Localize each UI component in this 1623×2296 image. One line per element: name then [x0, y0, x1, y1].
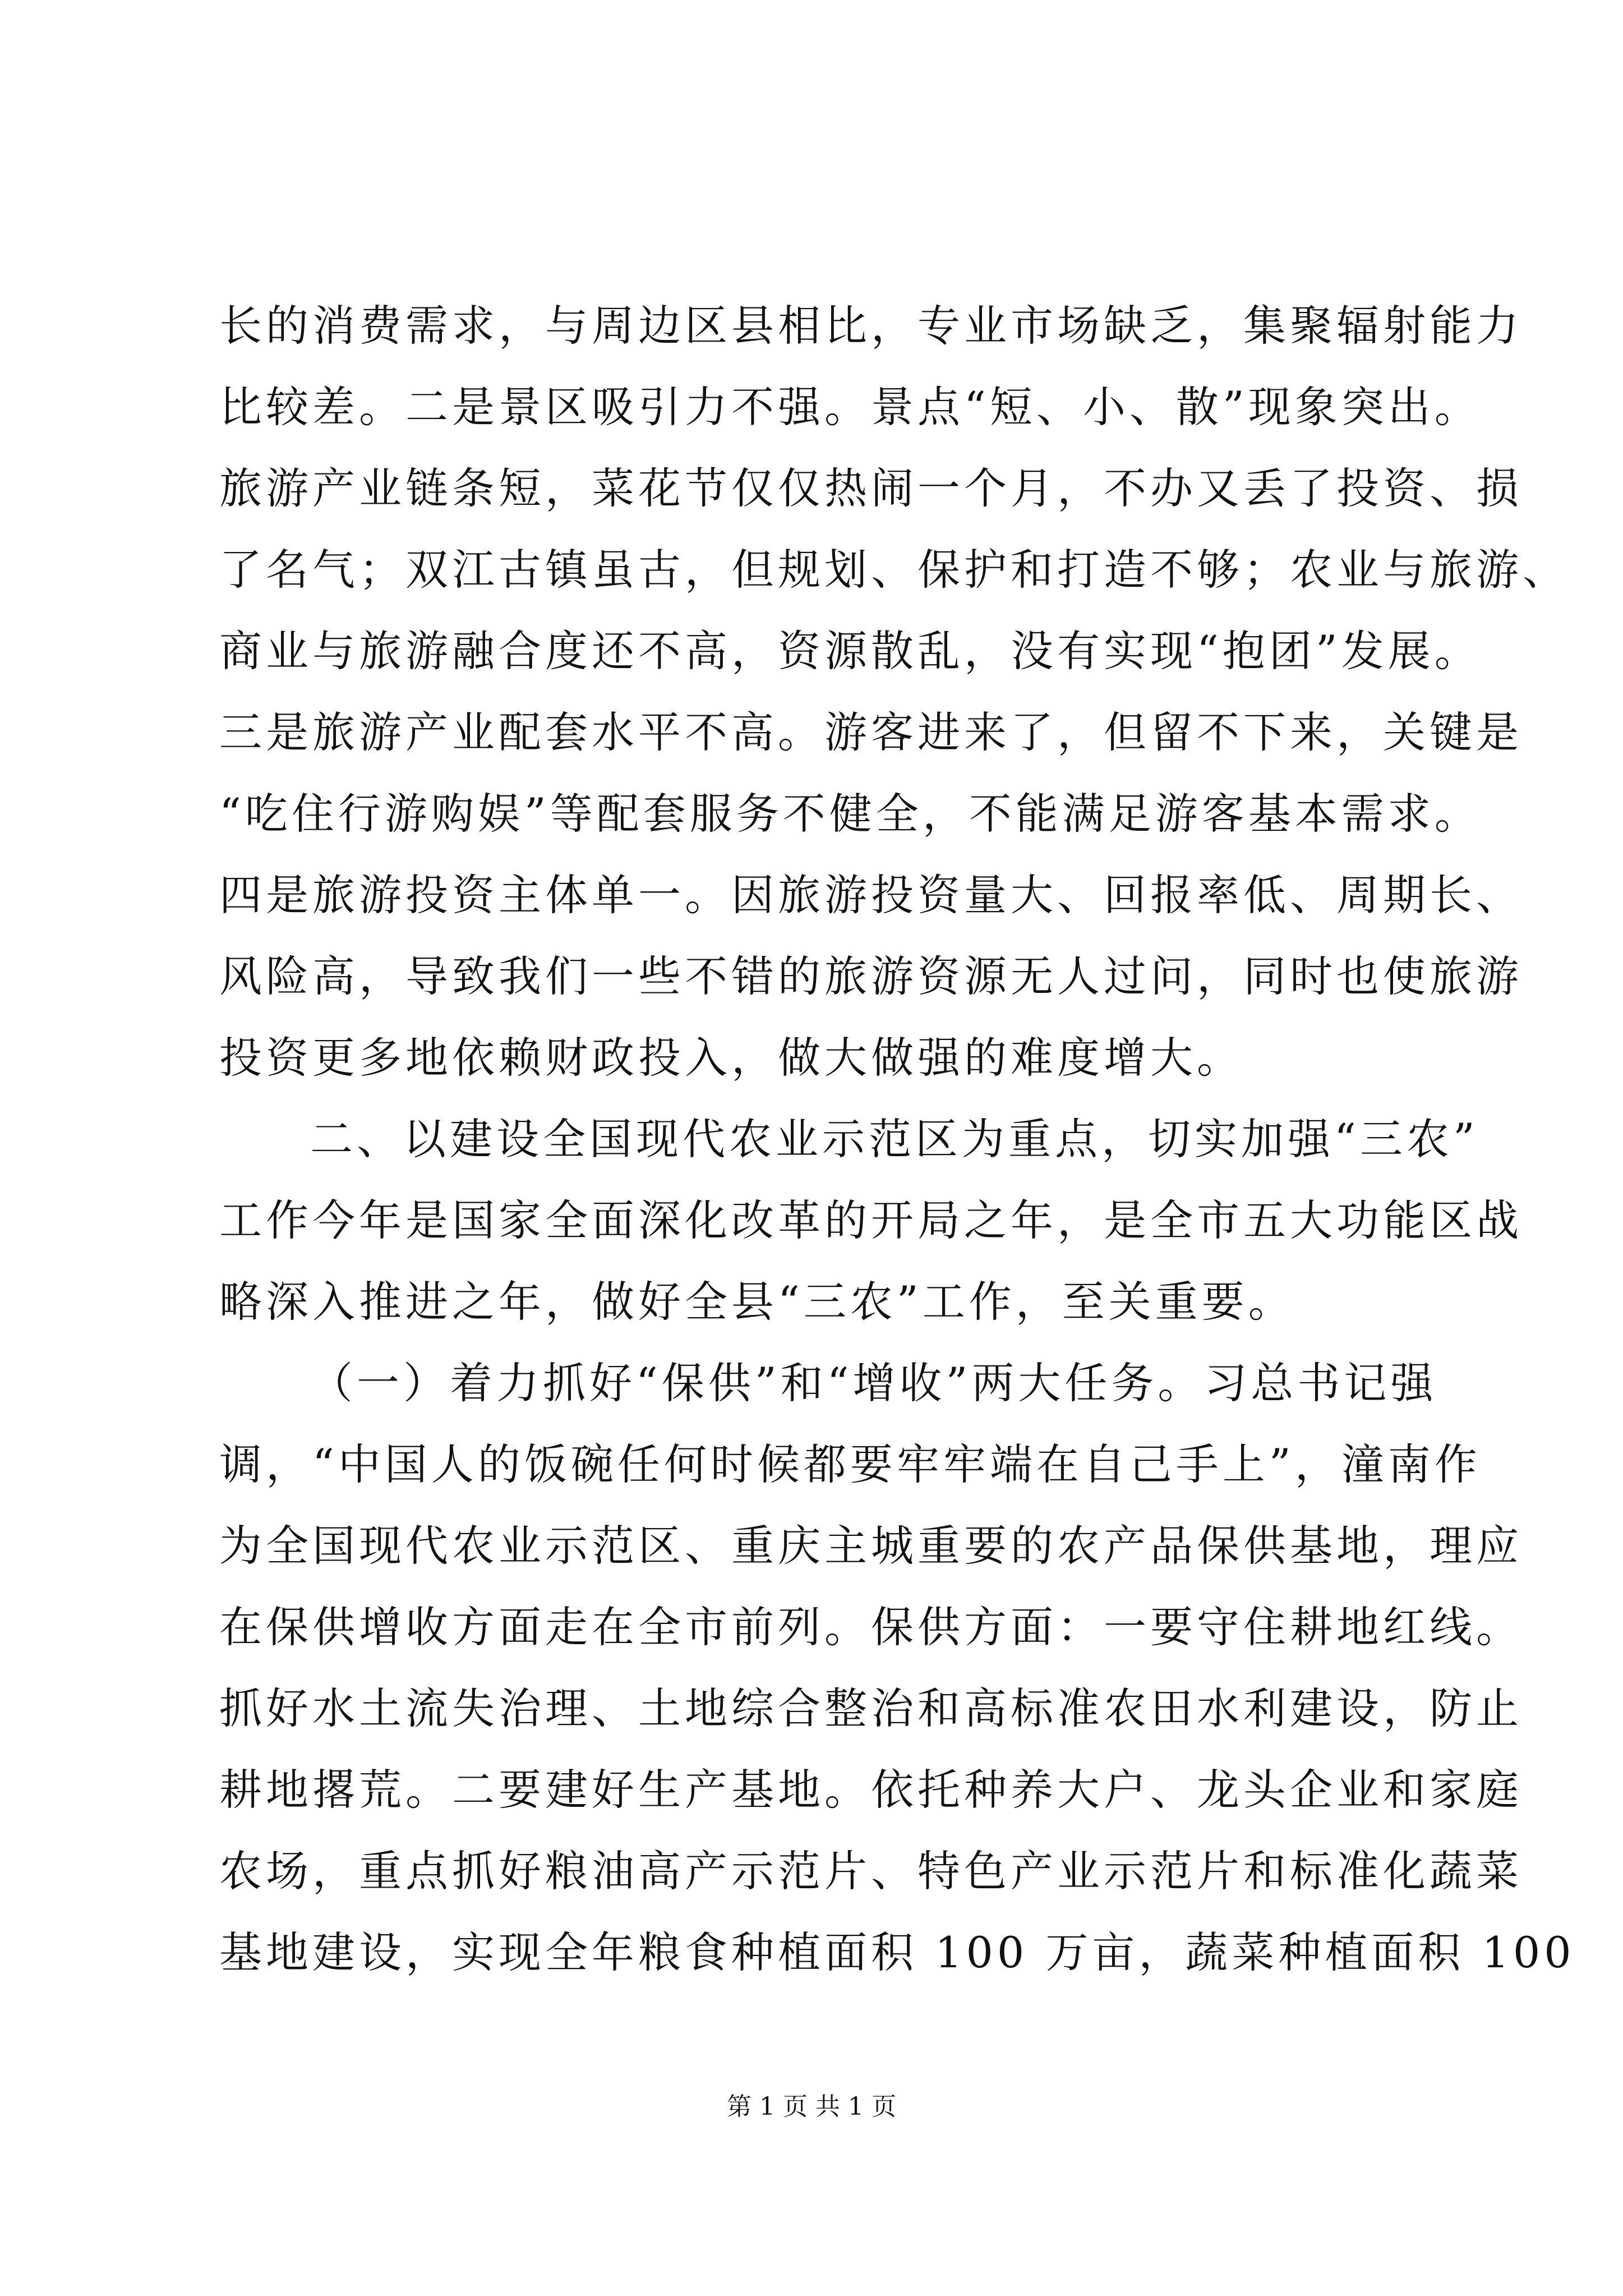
text-line: 旅游产业链条短，菜花节仅仅热闹一个月，不办又丢了投资、损 [219, 463, 1523, 513]
text-line: 略深入推进之年，做好全县“三农”工作，至关重要。 [219, 1277, 1295, 1327]
text-line: 在保供增收方面走在全市前列。保供方面：一要守住耕地红线。 [219, 1602, 1523, 1652]
text-line: 耕地撂荒。二要建好生产基地。依托种养大户、龙头企业和家庭 [219, 1765, 1523, 1815]
text-line: 了名气；双江古镇虽古，但规划、保护和打造不够；农业与旅游、 [219, 545, 1569, 595]
text-line: 比较差。二是景区吸引力不强。景点“短、小、散”现象突出。 [219, 382, 1481, 432]
page-footer: 第 1 页 共 1 页 [727, 2092, 896, 2121]
text-line: 二、以建设全国现代农业示范区为重点，切实加强“三农” [310, 1114, 1479, 1164]
text-line: “吃住行游购娱”等配套服务不健全，不能满足游客基本需求。 [219, 789, 1481, 839]
text-line: 长的消费需求，与周边区县相比，专业市场缺乏，集聚辐射能力 [219, 301, 1523, 351]
text-line: 风险高，导致我们一些不错的旅游资源无人过问，同时也使旅游 [219, 951, 1523, 1001]
text-line: 投资更多地依赖财政投入，做大做强的难度增大。 [219, 1033, 1243, 1083]
text-line: 调，“中国人的饭碗任何时候都要牢牢端在自己手上”，潼南作 [219, 1439, 1481, 1489]
text-line: 商业与旅游融合度还不高，资源散乱，没有实现“抱团”发展。 [219, 626, 1481, 676]
text-line: 农场，重点抓好粮油高产示范片、特色产业示范片和标准化蔬菜 [219, 1846, 1523, 1896]
text-line: 抓好水土流失治理、土地综合整治和高标准农田水利建设，防止 [219, 1683, 1523, 1733]
text-line: 四是旅游投资主体单一。因旅游投资量大、回报率低、周期长、 [219, 870, 1523, 920]
text-line: 三是旅游产业配套水平不高。游客进来了，但留不下来，关键是 [219, 707, 1523, 757]
text-line: （一）着力抓好“保供”和“增收”两大任务。习总书记强 [310, 1358, 1437, 1408]
text-line: 为全国现代农业示范区、重庆主城重要的农产品保供基地，理应 [219, 1521, 1523, 1571]
text-line: 基地建设，实现全年粮食种植面积 100 万亩，蔬菜种植面积 100 [219, 1927, 1575, 1977]
text-line: 工作今年是国家全面深化改革的开局之年，是全市五大功能区战 [219, 1195, 1523, 1245]
